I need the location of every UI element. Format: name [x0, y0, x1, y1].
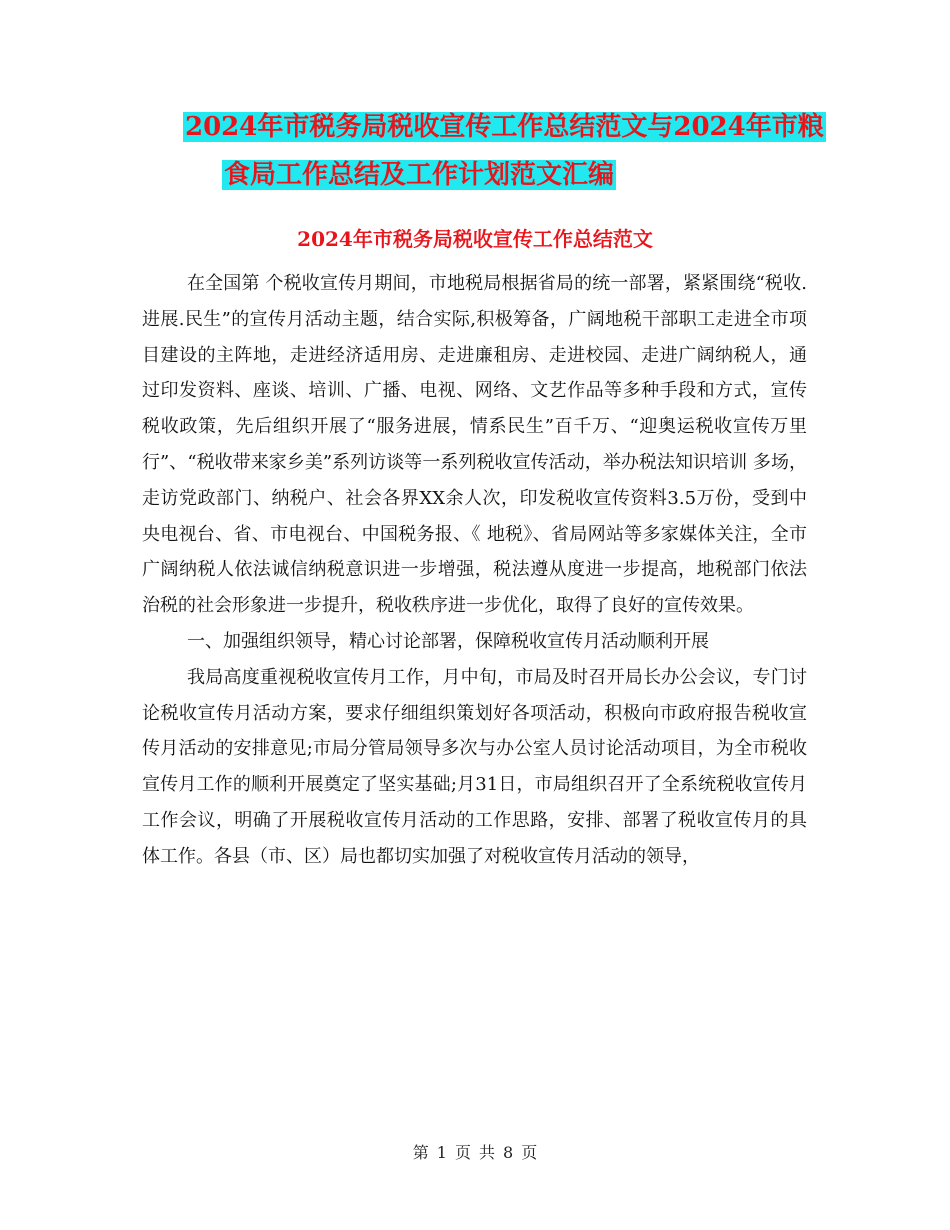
title-line-1	[183, 108, 826, 146]
section-heading: 2024年市税务局税收宣传工作总结范文	[297, 227, 653, 251]
paragraph-intro: 在全国第 个税收宣传月期间，市地税局根据省局的统一部署，紧紧围绕“税收.进展.民生”的宣传月活动主题，结合实际,积极筹备，广阔地税干部职工走进全市项目建设的主阵地，走进经济适用房、走进廉租房、走进校园、走进广阔纳税人，通过印发资料、座谈、培训、广播、电视、网络、文艺作品等多种手段和方式，宣传税收政策，先后组织开展了“服务进展，情系民生”百千万、“迎奥运税收宣传万里行”、“税收带来家乡美”系列访谈等一系列税收宣传活动，举办税法知识培训 多场，走访党政部门、纳税户、社会各界XX余人次，印发税收宣传资料3.5万份，受到中央电视台、省、市电视台、中国税务报、《 地税》、省局网站等多家媒体关注，全市广阔纳税人依法诚信纳税意识进一步增强，税法遵从度进一步提高，地税部门依法治税的社会形象进一步提升，税收秩序进一步优化，取得了良好的宣传效果。	[142, 273, 807, 617]
footer-page-number: 1	[436, 1143, 447, 1162]
footer-total-pages: 8	[503, 1143, 514, 1162]
footer-total-unit: 页	[521, 1143, 538, 1162]
document-body	[142, 266, 807, 875]
paragraph-heading-1: 一、加强组织领导，精心讨论部署，保障税收宣传月活动顺利开展	[187, 630, 709, 652]
title-line-1-text: 2024年市税务局税收宣传工作总结范文与2024年市粮	[185, 112, 824, 142]
footer-page-prefix: 第	[412, 1143, 429, 1162]
footer-page-unit: 页	[454, 1143, 471, 1162]
paragraph-body-1: 我局高度重视税收宣传月工作，月中旬，市局及时召开局长办公会议，专门讨论税收宣传月活动方案，要求仔细组织策划好各项活动，积极向市政府报告税收宣传月活动的安排意见;市局分管局领导多次与办公室人员讨论活动项目，为全市税收宣传月工作的顺利开展奠定了坚实基础;月31日，市局组织召开了全系统税收宣传月工作会议，明确了开展税收宣传月活动的工作思路，安排、部署了税收宣传月的具体工作。各县（市、区）局也都切实加强了对税收宣传月活动的领导，	[142, 666, 807, 867]
title-line-2	[222, 156, 616, 194]
page-footer	[0, 1141, 950, 1165]
title-line-2-text: 食局工作总结及工作计划范文汇编	[224, 160, 615, 190]
footer-total-prefix: 共	[479, 1143, 496, 1162]
